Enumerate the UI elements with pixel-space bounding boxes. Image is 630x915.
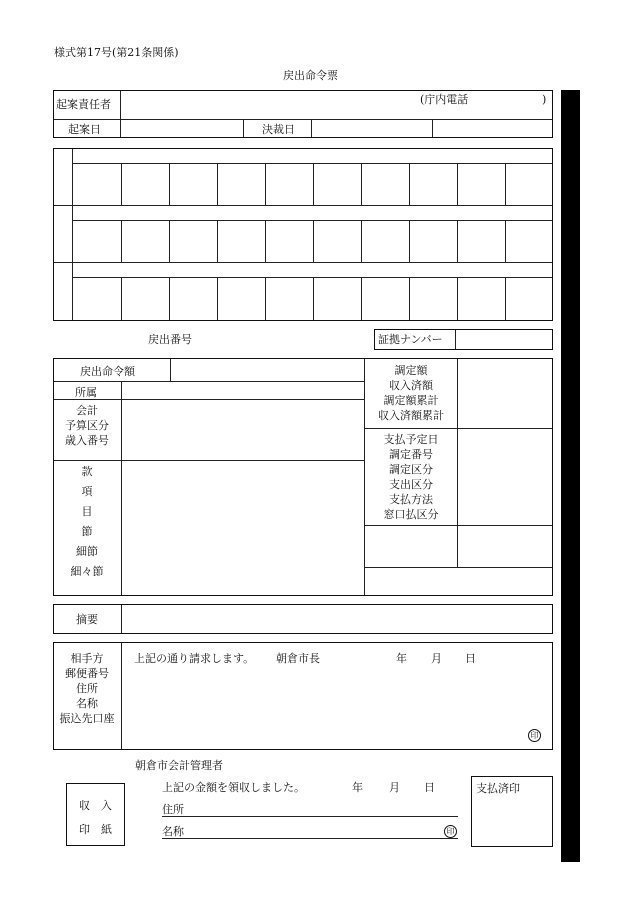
receipt-year: 年 bbox=[352, 781, 363, 794]
phone-label: (庁内電話 bbox=[420, 93, 469, 106]
grid-line bbox=[361, 277, 362, 320]
payment-item: 支払予定日 bbox=[383, 433, 439, 446]
main-detail-box bbox=[53, 358, 553, 596]
revenue-stamp-line2: 印 紙 bbox=[79, 823, 112, 836]
grid-line bbox=[409, 163, 410, 205]
revenue-stamp-line1: 収 入 bbox=[79, 799, 112, 812]
amount-label: 戻出命令額 bbox=[80, 365, 135, 378]
budget-item: 目 bbox=[81, 505, 93, 518]
payee-label: 住所 bbox=[76, 682, 98, 695]
budget-item: 細々節 bbox=[70, 565, 104, 578]
scan-edge-band bbox=[561, 90, 580, 862]
grid-line bbox=[409, 220, 410, 262]
name-underline bbox=[162, 838, 458, 839]
grid-line bbox=[217, 220, 218, 262]
form-title: 戻出命令票 bbox=[283, 69, 338, 82]
payee-day: 日 bbox=[465, 652, 476, 665]
grid-line bbox=[169, 277, 170, 320]
payee-label: 名称 bbox=[76, 697, 98, 710]
revenue-stamp-box bbox=[66, 783, 125, 846]
grid-line bbox=[505, 220, 506, 262]
payment-item: 調定番号 bbox=[389, 448, 433, 461]
grid-line bbox=[265, 163, 266, 205]
accounting-officer: 朝倉市会計管理者 bbox=[135, 759, 223, 772]
grid-line bbox=[361, 163, 362, 205]
right-payment bbox=[365, 432, 457, 522]
paid-stamp-label: 支払済印 bbox=[476, 782, 520, 795]
address-underline bbox=[162, 816, 458, 817]
left-codes bbox=[54, 403, 120, 448]
payee-label: 振込先口座 bbox=[59, 712, 115, 725]
grid-line bbox=[169, 220, 170, 262]
originator-label: 起案責任者 bbox=[56, 98, 111, 111]
grid-line bbox=[217, 163, 218, 205]
refund-number-label: 戻出番号 bbox=[148, 333, 192, 346]
amount-item: 調定額累計 bbox=[383, 394, 439, 407]
received-text: 上記の金額を領収しました。 bbox=[162, 781, 305, 794]
decision-date-label: 決裁日 bbox=[262, 123, 295, 136]
grid-line bbox=[409, 277, 410, 320]
code-label: 会計 bbox=[76, 404, 98, 417]
payee-label: 相手方 bbox=[70, 652, 104, 665]
mayor-label: 朝倉市長 bbox=[276, 652, 320, 665]
payee-label: 郵便番号 bbox=[65, 667, 109, 680]
grid-line bbox=[121, 220, 122, 262]
right-amounts bbox=[365, 363, 457, 423]
amount-item: 収入済額 bbox=[389, 379, 433, 392]
receipt-seal-mark: 印 bbox=[444, 825, 457, 838]
grid-line bbox=[54, 262, 552, 263]
budget-item: 細節 bbox=[76, 545, 98, 558]
grid-line bbox=[313, 277, 314, 320]
grid-line bbox=[313, 220, 314, 262]
payee-month: 月 bbox=[431, 652, 442, 665]
header-box bbox=[53, 90, 553, 138]
payment-item: 支出区分 bbox=[389, 478, 433, 491]
grid-line bbox=[457, 277, 458, 320]
grid-line bbox=[505, 277, 506, 320]
request-text: 上記の通り請求します。 bbox=[134, 652, 255, 665]
payment-item: 窓口払区分 bbox=[383, 508, 439, 521]
phone-close: ) bbox=[542, 93, 547, 106]
voucher-label: 証拠ナンバー bbox=[378, 333, 443, 346]
grid-line bbox=[505, 163, 506, 205]
grid-line bbox=[121, 163, 122, 205]
grid-line bbox=[169, 163, 170, 205]
amount-item: 収入済額累計 bbox=[378, 409, 444, 422]
grid-line bbox=[313, 163, 314, 205]
grid-line bbox=[265, 277, 266, 320]
summary-label: 摘要 bbox=[76, 613, 98, 626]
grid-line bbox=[457, 163, 458, 205]
grid-line bbox=[121, 277, 122, 320]
grid-line bbox=[457, 220, 458, 262]
receipt-month: 月 bbox=[389, 781, 400, 794]
budget-item: 節 bbox=[81, 525, 93, 538]
code-label: 予算区分 bbox=[65, 419, 109, 432]
code-label: 歳入番号 bbox=[65, 434, 109, 447]
draft-date-label: 起案日 bbox=[68, 123, 101, 136]
grid-line bbox=[361, 220, 362, 262]
payee-seal-mark: 印 bbox=[528, 729, 541, 742]
amount-item: 調定額 bbox=[394, 364, 428, 377]
account-grid bbox=[53, 148, 553, 321]
payee-labels bbox=[54, 651, 120, 726]
receipt-day: 日 bbox=[424, 781, 435, 794]
grid-line bbox=[265, 220, 266, 262]
grid-line bbox=[217, 277, 218, 320]
summary-box bbox=[53, 604, 553, 634]
budget-items bbox=[54, 462, 120, 582]
form-number: 様式第17号(第21条関係) bbox=[54, 46, 179, 59]
receipt-name-label: 名称 bbox=[162, 825, 184, 838]
receipt-address-label: 住所 bbox=[162, 803, 184, 816]
payee-year: 年 bbox=[396, 652, 407, 665]
budget-item: 款 bbox=[81, 465, 93, 478]
grid-line bbox=[54, 205, 552, 206]
payment-item: 調定区分 bbox=[389, 463, 433, 476]
payment-item: 支払方法 bbox=[389, 493, 433, 506]
budget-item: 項 bbox=[81, 485, 93, 498]
dept-label: 所属 bbox=[75, 386, 97, 399]
grid-line bbox=[72, 149, 73, 320]
